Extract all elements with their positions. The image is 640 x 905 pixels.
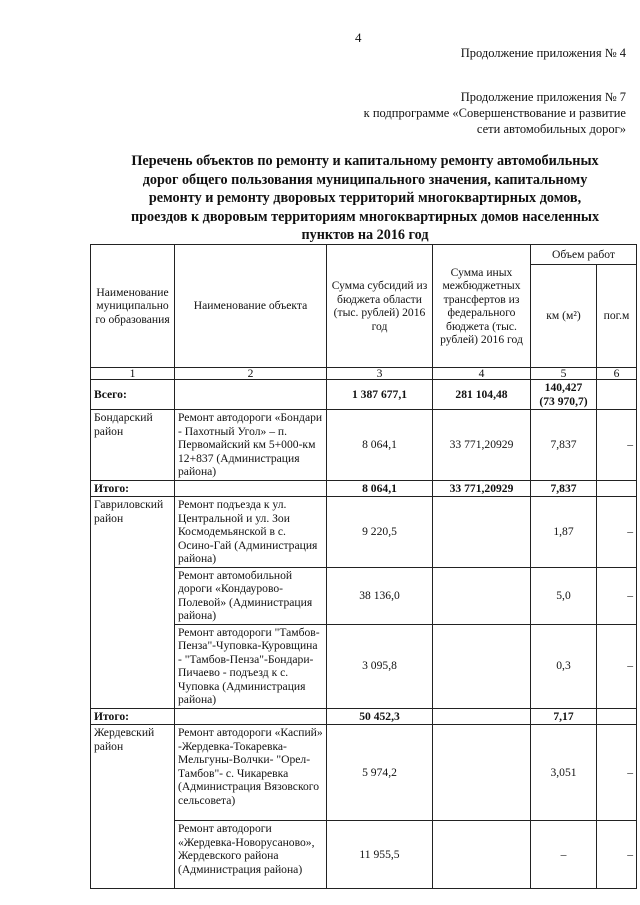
empty-cell	[433, 497, 531, 568]
column-number: 4	[433, 368, 531, 380]
subtotal-label: Итого:	[91, 480, 175, 497]
header-object: Наименование объекта	[175, 245, 327, 368]
empty-cell	[433, 821, 531, 889]
table-row	[91, 725, 637, 821]
empty-cell	[175, 480, 327, 497]
subtotal-label: Итого:	[91, 708, 175, 725]
municipality-cell: Жердевский район	[91, 725, 175, 889]
transfers-cell: 33 771,20929	[433, 410, 531, 481]
objects-table	[90, 244, 637, 889]
subsidy-cell: 8 064,1	[327, 410, 433, 481]
object-cell: Ремонт автодороги "Тамбов-Пенза"-Чуповка-Куровщина - "Тамбов-Пенза"-Бондари-Пичаево - подъезд к с. Чуповка (Администрация района)	[175, 624, 327, 708]
subsidy-cell: 3 095,8	[327, 624, 433, 708]
title-line: Перечень объектов по ремонту и капитальному ремонту автомобильных	[131, 153, 599, 169]
header-pm: пог.м	[597, 264, 637, 367]
column-number: 6	[597, 368, 637, 380]
municipality-cell: Гавриловский район	[91, 497, 175, 709]
km-cell: –	[531, 821, 597, 889]
column-number: 1	[91, 368, 175, 380]
empty-cell	[433, 624, 531, 708]
column-number: 5	[531, 368, 597, 380]
page-number: 4	[355, 30, 362, 45]
total-km: 140,427 (73 970,7)	[531, 380, 597, 410]
continuation-note-sub: Продолжение приложения № 7 к подпрограмме «Совершенствование и развитие сети автомобильных дорог»	[363, 90, 626, 136]
object-cell: Ремонт подъезда к ул. Центральной и ул. Зои Космодемьянской в с. Осино-Гай (Администрация района)	[175, 497, 327, 568]
empty-cell	[433, 708, 531, 725]
subtotal-row	[91, 708, 637, 725]
total-label: Всего:	[91, 380, 175, 410]
km-cell: 5,0	[531, 567, 597, 624]
pm-cell: –	[597, 821, 637, 889]
title-line: ремонту и ремонту дворовых территорий многоквартирных домов,	[148, 190, 582, 206]
empty-cell	[597, 708, 637, 725]
empty-cell	[175, 708, 327, 725]
table-row	[91, 410, 637, 481]
subtotal-km: 7,837	[531, 480, 597, 497]
total-transfers: 281 104,48	[433, 380, 531, 410]
column-numbers-row	[91, 368, 637, 380]
km-cell: 1,87	[531, 497, 597, 568]
pm-cell: –	[597, 497, 637, 568]
subtotal-subsidy: 50 452,3	[327, 708, 433, 725]
subsidy-cell: 9 220,5	[327, 497, 433, 568]
document-title	[90, 152, 640, 245]
pm-cell: –	[597, 725, 637, 821]
object-cell: Ремонт автодороги «Бондари - Пахотный Угол» – п. Первомайский км 5+000-км 12+837 (Администрация района)	[175, 410, 327, 481]
object-cell: Ремонт автодороги «Жердевка-Новорусаново», Жердевского района (Администрация района)	[175, 821, 327, 889]
subsidy-cell: 11 955,5	[327, 821, 433, 889]
header-municipality: Наименование муниципально го образования	[91, 245, 175, 368]
empty-cell	[597, 480, 637, 497]
empty-cell	[433, 725, 531, 821]
header-subsidy: Сумма субсидий из бюджета области (тыс. рублей) 2016 год	[327, 245, 433, 368]
header-volume: Объем работ	[531, 245, 637, 265]
title-line: пунктов на 2016 год	[301, 227, 429, 243]
empty-cell	[597, 380, 637, 410]
table-row	[91, 497, 637, 568]
subtotal-row	[91, 480, 637, 497]
pm-cell: –	[597, 567, 637, 624]
km-cell: 0,3	[531, 624, 597, 708]
title-line: дорог общего пользования муниципального значения, капитальному	[142, 171, 588, 188]
km-cell: 3,051	[531, 725, 597, 821]
empty-cell	[175, 380, 327, 410]
continuation-note-main: Продолжение приложения № 4	[460, 46, 626, 60]
column-number: 2	[175, 368, 327, 380]
object-cell: Ремонт автомобильной дороги «Кондаурово-Полевой» (Администрация района)	[175, 567, 327, 624]
title-line: проездов к дворовым территориям многоквартирных домов населенных	[130, 208, 600, 225]
subtotal-km: 7,17	[531, 708, 597, 725]
pm-cell: –	[597, 410, 637, 481]
total-subsidy: 1 387 677,1	[327, 380, 433, 410]
header-km: км (м²)	[531, 264, 597, 367]
object-cell: Ремонт автодороги «Каспий» -Жердевка-Токаревка-Мельгуны-Волчки- "Орел-Тамбов"- с. Чикаревка (Администрация Вязовского сельсовета)	[175, 725, 327, 821]
subsidy-cell: 38 136,0	[327, 567, 433, 624]
municipality-cell: Бондарский район	[91, 410, 175, 481]
header-transfers: Сумма иных межбюджетных трансфертов из федерального бюджета (тыс. рублей) 2016 год	[433, 245, 531, 368]
column-number: 3	[327, 368, 433, 380]
subsidy-cell: 5 974,2	[327, 725, 433, 821]
empty-cell	[433, 567, 531, 624]
km-cell: 7,837	[531, 410, 597, 481]
subtotal-transfers: 33 771,20929	[433, 480, 531, 497]
pm-cell: –	[597, 624, 637, 708]
grand-total-row	[91, 380, 637, 410]
subtotal-subsidy: 8 064,1	[327, 480, 433, 497]
